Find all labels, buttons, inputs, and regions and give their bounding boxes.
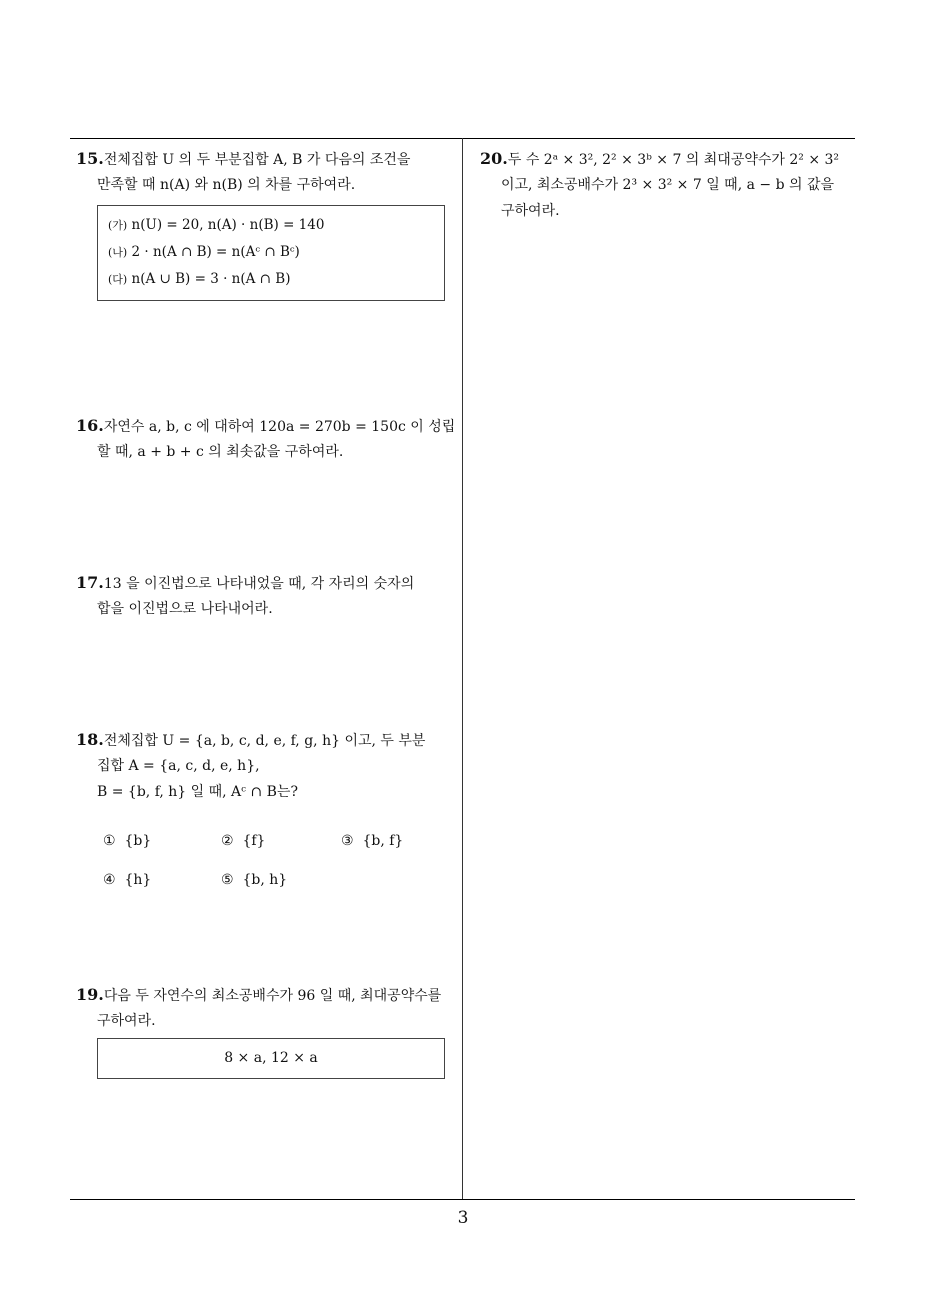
question-text-line: 만족할 때 n(A) 와 n(B) 의 차를 구하여라. [97,177,356,193]
question-text-line: 다음 두 자연수의 최소공배수가 96 일 때, 최대공약수를 [103,988,442,1004]
question-number: 18. [76,730,104,749]
question-number: 19. [76,985,104,1004]
bottom-rule [70,1199,855,1200]
choice-mark: ④ [103,872,116,888]
choice-mark: ③ [341,833,354,849]
choice-text: {h} [124,872,152,888]
question-20 [480,146,860,224]
question-text-line: 13 을 이진법으로 나타내었을 때, 각 자리의 숫자의 [103,576,415,592]
question-text-line: 구하여라. [501,203,560,219]
choice-mark: ① [103,833,116,849]
choice-mark: ⑤ [221,872,234,888]
page-number: 3 [457,1208,469,1228]
expression-box: 8 × a, 12 × a [97,1038,445,1079]
condition-box [97,205,445,301]
question-text-line: 할 때, a + b + c 의 최솟값을 구하여라. [97,444,344,460]
question-text-line: 자연수 a, b, c 에 대하여 120a = 270b = 150c 이 성립 [103,419,456,435]
question-text-line: 구하여라. [97,1013,156,1029]
condition-row [108,239,434,266]
answer-choice-2[interactable] [221,833,265,849]
question-text-line: 전체집합 U 의 두 부분집합 A, B 가 다음의 조건을 [103,152,411,168]
question-number: 17. [76,573,104,592]
condition-row [108,266,434,293]
question-number: 20. [480,149,508,168]
condition-text: n(U) = 20, n(A) · n(B) = 140 [131,217,325,233]
question-text-line: 이고, 최소공배수가 2³ × 3² × 7 일 때, a − b 의 값을 [501,177,835,193]
question-text-line: 두 수 2ᵃ × 3², 2² × 3ᵇ × 7 의 최대공약수가 2² × 3² [507,152,840,168]
condition-label: (다) [108,273,128,286]
question-text-line: 집합 A = {a, c, d, e, h}, [97,758,260,774]
condition-label: (가) [108,219,128,232]
choice-text: {b, h} [242,872,288,888]
answer-choice-4[interactable] [103,872,151,888]
question-number: 16. [76,416,104,435]
question-19 [76,982,454,1034]
answer-choice-5[interactable] [221,872,287,888]
question-15 [76,146,454,198]
answer-choice-1[interactable] [103,833,151,849]
condition-label: (나) [108,246,128,259]
question-number: 15. [76,149,104,168]
choice-mark: ② [221,833,234,849]
choice-text: {f} [242,833,266,849]
choice-text: {b, f} [362,833,404,849]
answer-choice-3[interactable] [341,833,403,849]
question-text-line: 전체집합 U = {a, b, c, d, e, f, g, h} 이고, 두 부분 [103,733,426,749]
question-text-line: 합을 이진법으로 나타내어라. [97,601,273,617]
question-text-line: B = {b, f, h} 일 때, Aᶜ ∩ B는? [97,784,298,800]
condition-text: n(A ∪ B) = 3 · n(A ∩ B) [131,271,291,287]
choice-text: {b} [124,833,152,849]
column-divider [462,138,463,1200]
question-16 [76,413,454,465]
question-18 [76,727,454,805]
condition-row [108,212,434,239]
question-17 [76,570,454,622]
condition-text: 2 · n(A ∩ B) = n(Aᶜ ∩ Bᶜ) [131,244,300,260]
